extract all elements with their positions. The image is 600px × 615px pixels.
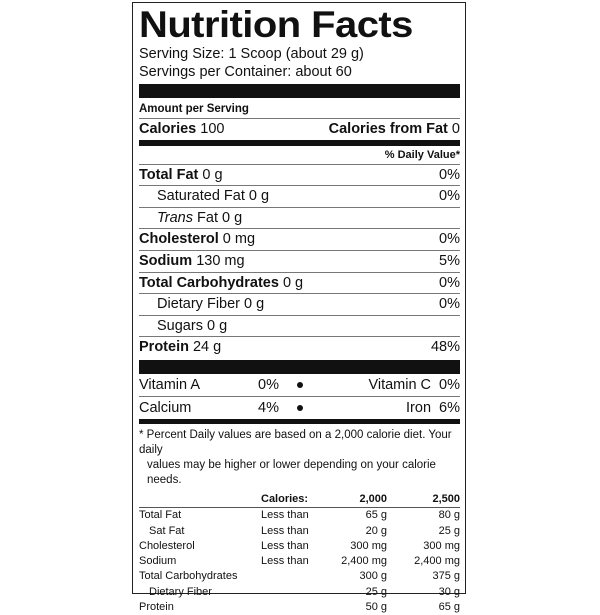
thick-divider (139, 84, 460, 98)
daily-values-table (139, 492, 460, 615)
table-row: Protein 50 g 65 g (139, 601, 460, 614)
calories-label: Calories (139, 121, 197, 137)
nutrient-row-cholesterol: Cholesterol 0 mg 0% (139, 228, 460, 250)
serving-size: Serving Size: 1 Scoop (about 29 g) (139, 46, 364, 62)
amount-per-serving: Amount per Serving (139, 103, 249, 115)
nutrient-row-sodium: Sodium 130 mg 5% (139, 250, 460, 272)
table-row: Sat Fat Less than 20 g 25 g (149, 524, 460, 537)
nutrient-row-saturated-fat: Saturated Fat 0 g 0% (139, 185, 460, 207)
table-row: Cholesterol Less than 300 mg 300 mg (139, 539, 460, 552)
table-row: Sodium Less than 2,400 mg 2,400 mg (139, 555, 460, 568)
nutrient-row-protein: Protein 24 g 48% (139, 336, 460, 358)
bullet-dot-icon (297, 382, 303, 388)
calories-from-fat-value: 0 (451, 121, 460, 137)
calories-value: 100 (200, 121, 225, 137)
daily-value-header: % Daily Value* (384, 148, 460, 161)
bullet-dot-icon (297, 405, 303, 411)
table-row: Total Carbohydrates 300 g 375 g (139, 570, 460, 583)
servings-per-container: Servings per Container: about 60 (139, 64, 352, 80)
table-row: Dietary Fiber 25 g 30 g (149, 585, 460, 598)
thick-divider-vitamins (139, 360, 460, 374)
vitamin-row: Vitamin A 0% Vitamin C 0% (139, 376, 460, 393)
vitamin-row: Calcium 4% Iron 6% (139, 396, 460, 419)
nutrient-row-total-fat: Total Fat 0 g 0% (139, 164, 460, 186)
nutrient-row-dietary-fiber: Dietary Fiber 0 g 0% (139, 293, 460, 315)
footnote: * Percent Daily values are based on a 2,000 calorie diet. Your daily values may be higher or lower depending on your calorie needs. (139, 428, 452, 486)
nutrition-facts-label (132, 2, 466, 614)
calories-row (139, 118, 460, 140)
medium-divider-footnote (139, 419, 460, 424)
table-row: Total Fat Less than 65 g 80 g (139, 509, 460, 522)
label-title: Nutrition Facts (139, 4, 413, 45)
table-header-row: Calories: 2,000 2,500 (139, 492, 460, 508)
nutrient-row-sugars: Sugars 0 g (139, 315, 460, 337)
nutrient-row-total-carbohydrates: Total Carbohydrates 0 g 0% (139, 272, 460, 294)
calories-from-fat-label: Calories from Fat (328, 121, 448, 137)
nutrient-row-trans-fat: Trans Fat 0 g (139, 207, 460, 229)
